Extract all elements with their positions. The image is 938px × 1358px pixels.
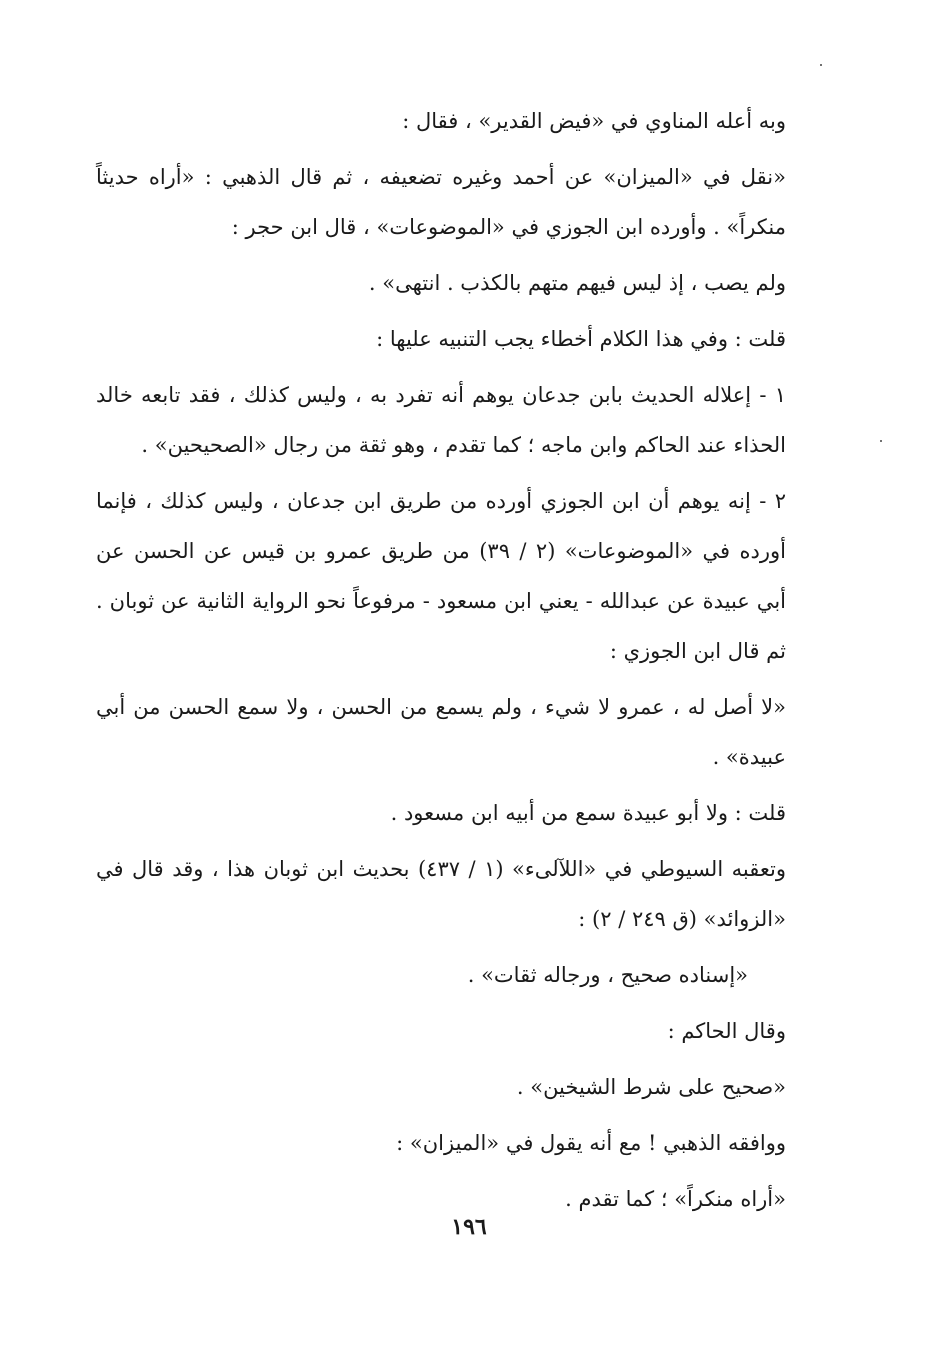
paragraph-14: «أراه منكراً» ؛ كما تقدم . bbox=[565, 1187, 786, 1211]
paragraph-10: «إسناده صحيح ، ورجاله ثقات» . bbox=[467, 963, 748, 987]
paragraph-5: ١ - إعلاله الحديث بابن جدعان يوهم أنه تفرد به ، وليس كذلك ، فقد تابعه خالد الحذاء عند الحاكم وابن ماجه ؛ كما تقدم ، وهو ثقة من رجال «الصحيحين» . bbox=[96, 383, 786, 457]
paragraph-6: ٢ - إنه يوهم أن ابن الجوزي أورده من طريق ابن جدعان ، وليس كذلك ، فإنما أورده في «الموضوعات» (٢ / ٣٩) من طريق عمرو بن قيس عن الحسن عن أبي عبيدة عن عبدالله - يعني ابن مسعود - مرفوعاً نحو الرواية الثانية عن ثوبان . ثم قال ابن الجوزي : bbox=[96, 489, 786, 663]
paragraph-1: وبه أعله المناوي في «فيض القدير» ، فقال : bbox=[402, 109, 786, 133]
paragraph-11: وقال الحاكم : bbox=[667, 1019, 786, 1043]
paragraph-9: وتعقبه السيوطي في «اللآلىء» (١ / ٤٣٧) بحديث ابن ثوبان هذا ، وقد قال في «الزوائد» (ق ٢٤٩ / ٢) : bbox=[96, 857, 786, 931]
paragraph-13: ووافقه الذهبي ! مع أنه يقول في «الميزان» : bbox=[396, 1131, 786, 1155]
paragraph-3: ولم يصب ، إذ ليس فيهم متهم بالكذب . انتهى» . bbox=[368, 271, 786, 295]
body-text bbox=[96, 96, 826, 1230]
paragraph-8: قلت : ولا أبو عبيدة سمع من أبيه ابن مسعود . bbox=[390, 801, 786, 825]
page-number: ١٩٦ bbox=[451, 1214, 487, 1240]
scan-speck bbox=[880, 440, 882, 442]
scan-speck bbox=[820, 64, 822, 66]
paragraph-4: قلت : وفي هذا الكلام أخطاء يجب التنبيه عليها : bbox=[376, 327, 786, 351]
paragraph-7: «لا أصل له ، عمرو لا شيء ، ولم يسمع من الحسن ، ولا سمع الحسن من أبي عبيدة» . bbox=[96, 695, 786, 769]
paragraph-2: «نقل في «الميزان» عن أحمد وغيره تضعيفه ، ثم قال الذهبي : «أراه حديثاً منكراً» . وأورده ابن الجوزي في «الموضوعات» ، قال ابن حجر : bbox=[96, 165, 786, 239]
paragraph-12: «صحيح على شرط الشيخين» . bbox=[516, 1075, 786, 1099]
